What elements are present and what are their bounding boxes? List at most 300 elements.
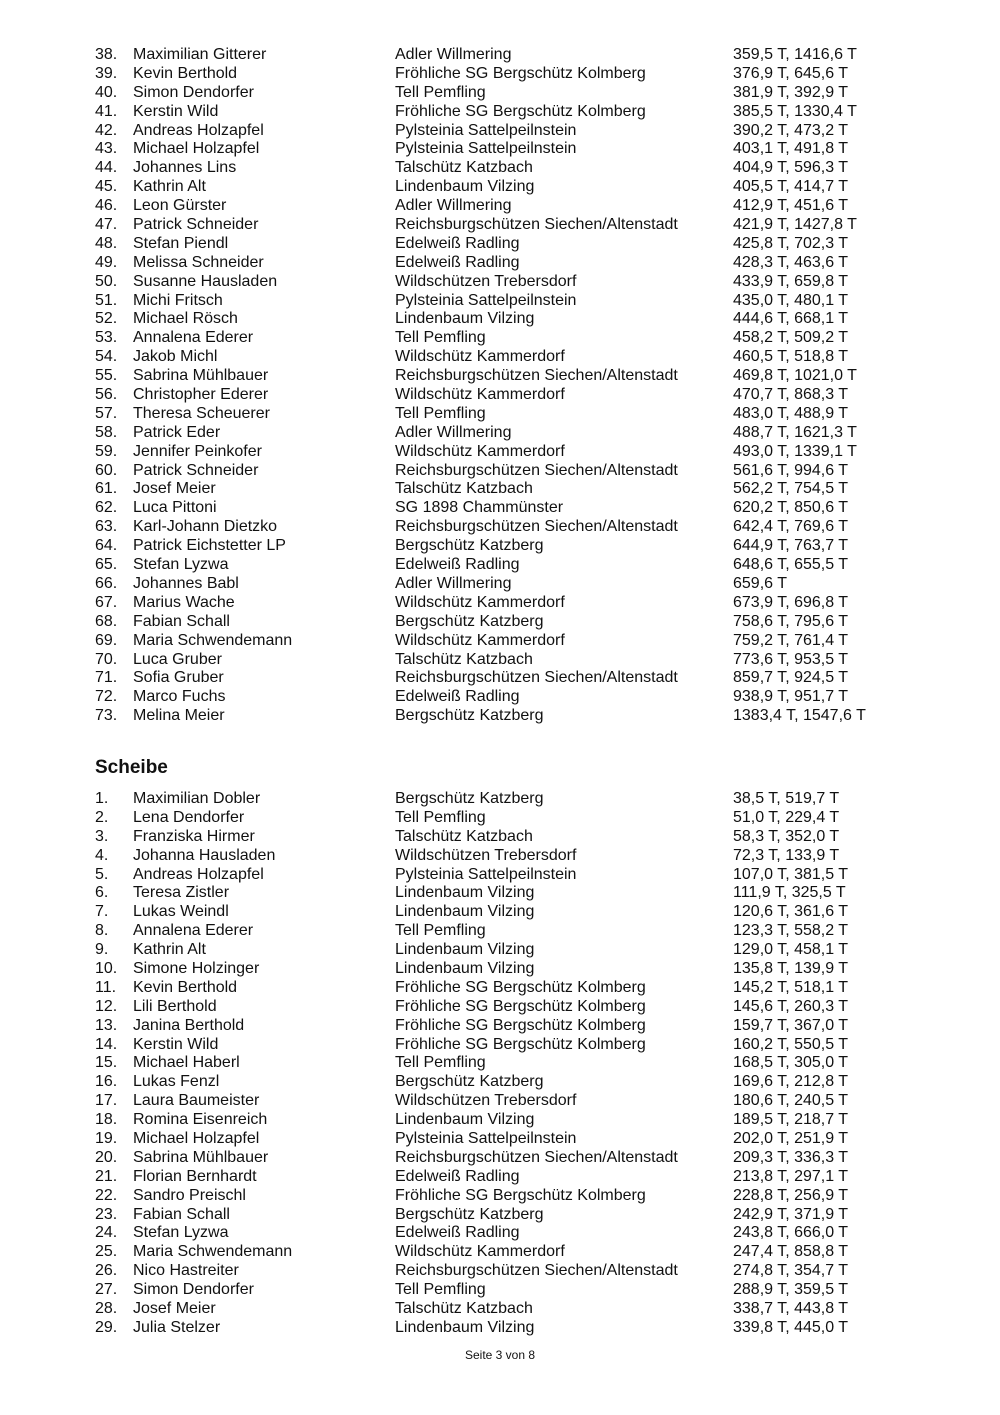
rank-cell: 28. [95, 1300, 118, 1318]
score-cell: 458,2 T, 509,2 T [733, 329, 849, 347]
rank-cell: 11. [95, 978, 117, 996]
name-cell: Lukas Fenzl [133, 1073, 220, 1091]
score-cell: 180,6 T, 240,5 T [733, 1092, 849, 1110]
club-cell: Wildschütz Kammerdorf [395, 1243, 565, 1261]
name-cell: Susanne Hausladen [133, 272, 278, 290]
club-cell: Wildschütz Kammerdorf [395, 631, 565, 649]
club-cell: Fröhliche SG Bergschütz Kolmberg [395, 1035, 646, 1053]
score-cell: 247,4 T, 858,8 T [733, 1243, 849, 1261]
result-row [95, 688, 895, 707]
rank-cell: 23. [95, 1205, 118, 1223]
club-cell: Lindenbaum Vilzing [395, 1318, 535, 1336]
result-row [95, 594, 895, 613]
club-cell: Fröhliche SG Bergschütz Kolmberg [395, 1016, 646, 1034]
club-cell: Tell Pemfling [395, 808, 486, 826]
rank-cell: 5. [95, 865, 109, 883]
name-cell: Simon Dendorfer [133, 1281, 254, 1299]
rank-cell: 64. [95, 537, 118, 555]
club-cell: Adler Willmering [395, 574, 512, 592]
score-cell: 644,9 T, 763,7 T [733, 537, 849, 555]
club-cell: Reichsburgschützen Siechen/Altenstadt [395, 367, 678, 385]
rank-cell: 12. [95, 997, 118, 1015]
rank-cell: 21. [95, 1167, 118, 1185]
club-cell: Lindenbaum Vilzing [395, 960, 535, 978]
name-cell: Romina Eisenreich [133, 1111, 268, 1129]
name-cell: Johannes Babl [133, 574, 239, 592]
result-row [95, 669, 895, 688]
rank-cell: 54. [95, 348, 118, 366]
club-cell: Bergschütz Katzberg [395, 790, 544, 807]
result-row [95, 348, 895, 367]
name-cell: Patrick Schneider [133, 216, 259, 234]
rank-cell: 17. [95, 1092, 118, 1110]
rank-cell: 73. [95, 707, 118, 725]
club-cell: Wildschütz Kammerdorf [395, 348, 565, 366]
rank-cell: 58. [95, 423, 118, 441]
score-cell: 213,8 T, 297,1 T [733, 1167, 849, 1185]
score-cell: 421,9 T, 1427,8 T [733, 216, 857, 234]
score-cell: 129,0 T, 458,1 T [733, 941, 849, 959]
score-cell: 620,2 T, 850,6 T [733, 499, 849, 517]
name-cell: Lukas Weindl [133, 903, 229, 921]
name-cell: Simone Holzinger [133, 960, 260, 978]
club-cell: Talschütz Katzbach [395, 159, 533, 177]
name-cell: Simon Dendorfer [133, 83, 254, 101]
rank-cell: 57. [95, 404, 118, 422]
score-cell: 359,5 T, 1416,6 T [733, 46, 857, 63]
result-row [95, 122, 895, 141]
club-cell: Lindenbaum Vilzing [395, 310, 535, 328]
result-row [95, 1168, 895, 1187]
club-cell: Pylsteinia Sattelpeilnstein [395, 291, 577, 309]
result-row [95, 462, 895, 481]
club-cell: Edelweiß Radling [395, 556, 520, 574]
score-cell: 242,9 T, 371,9 T [733, 1205, 849, 1223]
name-cell: Laura Baumeister [133, 1092, 260, 1110]
result-row [95, 443, 895, 462]
club-cell: Lindenbaum Vilzing [395, 1111, 535, 1129]
results-list-scheibe [95, 790, 895, 1338]
result-row [95, 1036, 895, 1055]
rank-cell: 45. [95, 178, 118, 196]
rank-cell: 13. [95, 1016, 118, 1034]
rank-cell: 39. [95, 64, 118, 82]
result-row [95, 65, 895, 84]
rank-cell: 61. [95, 480, 118, 498]
club-cell: Adler Willmering [395, 197, 512, 215]
name-cell: Annalena Ederer [133, 922, 254, 940]
name-cell: Johanna Hausladen [133, 846, 276, 864]
result-row [95, 556, 895, 575]
score-cell: 759,2 T, 761,4 T [733, 631, 849, 649]
club-cell: Reichsburgschützen Siechen/Altenstadt [395, 518, 678, 536]
score-cell: 435,0 T, 480,1 T [733, 291, 849, 309]
name-cell: Michael Haberl [133, 1054, 240, 1072]
result-row [95, 84, 895, 103]
club-cell: Bergschütz Katzberg [395, 1073, 544, 1091]
score-cell: 169,6 T, 212,8 T [733, 1073, 849, 1091]
score-cell: 288,9 T, 359,5 T [733, 1281, 849, 1299]
score-cell: 145,6 T, 260,3 T [733, 997, 849, 1015]
score-cell: 385,5 T, 1330,4 T [733, 102, 857, 120]
name-cell: Michael Holzapfel [133, 1130, 260, 1148]
rank-cell: 40. [95, 83, 118, 101]
club-cell: SG 1898 Chammünster [395, 499, 564, 517]
result-row [95, 480, 895, 499]
rank-cell: 62. [95, 499, 118, 517]
name-cell: Julia Stelzer [133, 1318, 221, 1336]
rank-cell: 55. [95, 367, 118, 385]
club-cell: Tell Pemfling [395, 404, 486, 422]
rank-cell: 26. [95, 1262, 118, 1280]
score-cell: 339,8 T, 445,0 T [733, 1318, 849, 1336]
club-cell: Pylsteinia Sattelpeilnstein [395, 1130, 577, 1148]
rank-cell: 56. [95, 386, 118, 404]
score-cell: 123,3 T, 558,2 T [733, 922, 849, 940]
rank-cell: 63. [95, 518, 118, 536]
result-row [95, 1130, 895, 1149]
score-cell: 470,7 T, 868,3 T [733, 386, 849, 404]
name-cell: Sofia Gruber [133, 669, 224, 687]
rank-cell: 48. [95, 234, 118, 252]
name-cell: Sabrina Mühlbauer [133, 367, 269, 385]
score-cell: 488,7 T, 1621,3 T [733, 423, 857, 441]
name-cell: Fabian Schall [133, 612, 230, 630]
rank-cell: 46. [95, 197, 118, 215]
name-cell: Franziska Hirmer [133, 827, 255, 845]
name-cell: Lili Berthold [133, 997, 217, 1015]
name-cell: Stefan Lyzwa [133, 1224, 229, 1242]
score-cell: 274,8 T, 354,7 T [733, 1262, 849, 1280]
club-cell: Lindenbaum Vilzing [395, 178, 535, 196]
name-cell: Theresa Scheuerer [133, 404, 270, 422]
score-cell: 72,3 T, 133,9 T [733, 846, 840, 864]
score-cell: 58,3 T, 352,0 T [733, 827, 840, 845]
club-cell: Edelweiß Radling [395, 688, 520, 706]
name-cell: Fabian Schall [133, 1205, 230, 1223]
club-cell: Bergschütz Katzberg [395, 1205, 544, 1223]
rank-cell: 10. [95, 960, 118, 978]
result-row [95, 979, 895, 998]
name-cell: Josef Meier [133, 1300, 216, 1318]
score-cell: 404,9 T, 596,3 T [733, 159, 849, 177]
result-row [95, 1281, 895, 1300]
rank-cell: 6. [95, 884, 109, 902]
rank-cell: 1. [95, 790, 109, 807]
result-row [95, 1243, 895, 1262]
result-row [95, 1149, 895, 1168]
club-cell: Talschütz Katzbach [395, 827, 533, 845]
result-row [95, 140, 895, 159]
rank-cell: 3. [95, 827, 109, 845]
page-footer: Seite 3 von 8 [464, 1348, 536, 1362]
name-cell: Kathrin Alt [133, 178, 206, 196]
club-cell: Edelweiß Radling [395, 234, 520, 252]
score-cell: 390,2 T, 473,2 T [733, 121, 849, 139]
result-row [95, 941, 895, 960]
name-cell: Maximilian Dobler [133, 790, 261, 807]
result-row [95, 1319, 895, 1338]
result-row [95, 329, 895, 348]
club-cell: Wildschütz Kammerdorf [395, 442, 565, 460]
name-cell: Michael Holzapfel [133, 140, 260, 158]
name-cell: Luca Pittoni [133, 499, 217, 517]
club-cell: Talschütz Katzbach [395, 650, 533, 668]
rank-cell: 41. [95, 102, 118, 120]
name-cell: Annalena Ederer [133, 329, 254, 347]
score-cell: 120,6 T, 361,6 T [733, 903, 849, 921]
score-cell: 773,6 T, 953,5 T [733, 650, 849, 668]
club-cell: Talschütz Katzbach [395, 480, 533, 498]
club-cell: Adler Willmering [395, 423, 512, 441]
club-cell: Pylsteinia Sattelpeilnstein [395, 865, 577, 883]
name-cell: Janina Berthold [133, 1016, 245, 1034]
score-cell: 428,3 T, 463,6 T [733, 253, 849, 271]
result-row [95, 405, 895, 424]
name-cell: Michi Fritsch [133, 291, 223, 309]
rank-cell: 47. [95, 216, 118, 234]
result-row [95, 884, 895, 903]
rank-cell: 25. [95, 1243, 118, 1261]
club-cell: Wildschütz Kammerdorf [395, 593, 565, 611]
club-cell: Wildschützen Trebersdorf [395, 1092, 577, 1110]
result-row [95, 632, 895, 651]
result-row [95, 386, 895, 405]
rank-cell: 42. [95, 121, 118, 139]
club-cell: Edelweiß Radling [395, 253, 520, 271]
score-cell: 561,6 T, 994,6 T [733, 461, 849, 479]
result-row [95, 613, 895, 632]
name-cell: Florian Bernhardt [133, 1167, 257, 1185]
rank-cell: 43. [95, 140, 118, 158]
rank-cell: 50. [95, 272, 118, 290]
rank-cell: 38. [95, 46, 118, 63]
score-cell: 51,0 T, 229,4 T [733, 808, 840, 826]
score-cell: 228,8 T, 256,9 T [733, 1186, 849, 1204]
score-cell: 381,9 T, 392,9 T [733, 83, 849, 101]
club-cell: Fröhliche SG Bergschütz Kolmberg [395, 102, 646, 120]
result-row [95, 1262, 895, 1281]
name-cell: Jakob Michl [133, 348, 218, 366]
result-row [95, 1206, 895, 1225]
result-row [95, 159, 895, 178]
score-cell: 444,6 T, 668,1 T [733, 310, 849, 328]
score-cell: 493,0 T, 1339,1 T [733, 442, 857, 460]
name-cell: Patrick Eder [133, 423, 221, 441]
score-cell: 189,5 T, 218,7 T [733, 1111, 849, 1129]
club-cell: Wildschützen Trebersdorf [395, 846, 577, 864]
score-cell: 483,0 T, 488,9 T [733, 404, 849, 422]
score-cell: 938,9 T, 951,7 T [733, 688, 849, 706]
club-cell: Bergschütz Katzberg [395, 707, 544, 725]
rank-cell: 14. [95, 1035, 118, 1053]
result-row [95, 1054, 895, 1073]
rank-cell: 66. [95, 574, 118, 592]
result-row [95, 1073, 895, 1092]
result-row [95, 1224, 895, 1243]
club-cell: Talschütz Katzbach [395, 1300, 533, 1318]
score-cell: 338,7 T, 443,8 T [733, 1300, 849, 1318]
club-cell: Fröhliche SG Bergschütz Kolmberg [395, 997, 646, 1015]
name-cell: Andreas Holzapfel [133, 121, 264, 139]
name-cell: Teresa Zistler [133, 884, 230, 902]
score-cell: 412,9 T, 451,6 T [733, 197, 849, 215]
club-cell: Edelweiß Radling [395, 1224, 520, 1242]
result-row [95, 575, 895, 594]
rank-cell: 29. [95, 1318, 118, 1336]
name-cell: Kathrin Alt [133, 941, 206, 959]
score-cell: 425,8 T, 702,3 T [733, 234, 849, 252]
club-cell: Reichsburgschützen Siechen/Altenstadt [395, 461, 678, 479]
name-cell: Jennifer Peinkofer [133, 442, 262, 460]
result-row [95, 1300, 895, 1319]
score-cell: 659,6 T [733, 574, 787, 592]
score-cell: 243,8 T, 666,0 T [733, 1224, 849, 1242]
score-cell: 135,8 T, 139,9 T [733, 960, 849, 978]
rank-cell: 16. [95, 1073, 118, 1091]
result-row [95, 809, 895, 828]
rank-cell: 59. [95, 442, 118, 460]
name-cell: Sandro Preischl [133, 1186, 246, 1204]
score-cell: 111,9 T, 325,5 T [733, 884, 846, 902]
club-cell: Bergschütz Katzberg [395, 537, 544, 555]
name-cell: Marco Fuchs [133, 688, 226, 706]
club-cell: Fröhliche SG Bergschütz Kolmberg [395, 1186, 646, 1204]
club-cell: Tell Pemfling [395, 83, 486, 101]
result-row [95, 537, 895, 556]
score-cell: 376,9 T, 645,6 T [733, 64, 849, 82]
rank-cell: 49. [95, 253, 118, 271]
rank-cell: 53. [95, 329, 118, 347]
rank-cell: 24. [95, 1224, 118, 1242]
rank-cell: 65. [95, 556, 118, 574]
club-cell: Edelweiß Radling [395, 1167, 520, 1185]
name-cell: Stefan Piendl [133, 234, 229, 252]
score-cell: 859,7 T, 924,5 T [733, 669, 849, 687]
result-row [95, 178, 895, 197]
result-row [95, 235, 895, 254]
rank-cell: 19. [95, 1130, 118, 1148]
score-cell: 469,8 T, 1021,0 T [733, 367, 857, 385]
score-cell: 1383,4 T, 1547,6 T [733, 707, 866, 725]
rank-cell: 70. [95, 650, 118, 668]
rank-cell: 8. [95, 922, 109, 940]
rank-cell: 4. [95, 846, 109, 864]
result-row [95, 292, 895, 311]
result-row [95, 960, 895, 979]
club-cell: Wildschützen Trebersdorf [395, 272, 577, 290]
club-cell: Tell Pemfling [395, 1281, 486, 1299]
club-cell: Fröhliche SG Bergschütz Kolmberg [395, 978, 646, 996]
name-cell: Nico Hastreiter [133, 1262, 239, 1280]
result-row [95, 1092, 895, 1111]
name-cell: Marius Wache [133, 593, 235, 611]
score-cell: 38,5 T, 519,7 T [733, 790, 840, 807]
club-cell: Reichsburgschützen Siechen/Altenstadt [395, 1148, 678, 1166]
result-row [95, 651, 895, 670]
result-row [95, 367, 895, 386]
name-cell: Maximilian Gitterer [133, 46, 267, 63]
name-cell: Patrick Schneider [133, 461, 259, 479]
score-cell: 648,6 T, 655,5 T [733, 556, 849, 574]
name-cell: Maria Schwendemann [133, 1243, 293, 1261]
score-cell: 159,7 T, 367,0 T [733, 1016, 849, 1034]
result-row [95, 828, 895, 847]
result-row [95, 254, 895, 273]
name-cell: Josef Meier [133, 480, 216, 498]
score-cell: 160,2 T, 550,5 T [733, 1035, 849, 1053]
name-cell: Luca Gruber [133, 650, 222, 668]
score-cell: 642,4 T, 769,6 T [733, 518, 849, 536]
name-cell: Stefan Lyzwa [133, 556, 229, 574]
result-row [95, 1111, 895, 1130]
rank-cell: 68. [95, 612, 118, 630]
result-row [95, 922, 895, 941]
rank-cell: 72. [95, 688, 118, 706]
result-row [95, 518, 895, 537]
club-cell: Reichsburgschützen Siechen/Altenstadt [395, 669, 678, 687]
club-cell: Wildschütz Kammerdorf [395, 386, 565, 404]
result-row [95, 1017, 895, 1036]
rank-cell: 22. [95, 1186, 118, 1204]
name-cell: Kevin Berthold [133, 64, 238, 82]
rank-cell: 7. [95, 903, 109, 921]
result-row [95, 424, 895, 443]
club-cell: Fröhliche SG Bergschütz Kolmberg [395, 64, 646, 82]
rank-cell: 52. [95, 310, 118, 328]
rank-cell: 20. [95, 1148, 118, 1166]
name-cell: Kevin Berthold [133, 978, 238, 996]
club-cell: Reichsburgschützen Siechen/Altenstadt [395, 216, 678, 234]
club-cell: Pylsteinia Sattelpeilnstein [395, 140, 577, 158]
club-cell: Lindenbaum Vilzing [395, 903, 535, 921]
score-cell: 209,3 T, 336,3 T [733, 1148, 849, 1166]
rank-cell: 2. [95, 808, 109, 826]
score-cell: 460,5 T, 518,8 T [733, 348, 849, 366]
name-cell: Michael Rösch [133, 310, 238, 328]
section-heading: Scheibe [95, 757, 168, 778]
club-cell: Adler Willmering [395, 46, 512, 63]
name-cell: Melissa Schneider [133, 253, 264, 271]
name-cell: Kerstin Wild [133, 1035, 219, 1053]
result-row [95, 866, 895, 885]
result-row [95, 103, 895, 122]
club-cell: Tell Pemfling [395, 1054, 486, 1072]
rank-cell: 9. [95, 941, 109, 959]
rank-cell: 67. [95, 593, 118, 611]
club-cell: Tell Pemfling [395, 922, 486, 940]
club-cell: Lindenbaum Vilzing [395, 941, 535, 959]
rank-cell: 18. [95, 1111, 118, 1129]
club-cell: Lindenbaum Vilzing [395, 884, 535, 902]
club-cell: Pylsteinia Sattelpeilnstein [395, 121, 577, 139]
club-cell: Tell Pemfling [395, 329, 486, 347]
result-row [95, 1187, 895, 1206]
result-row [95, 273, 895, 292]
result-row [95, 46, 895, 65]
result-row [95, 499, 895, 518]
score-cell: 202,0 T, 251,9 T [733, 1130, 849, 1148]
rank-cell: 69. [95, 631, 118, 649]
score-cell: 562,2 T, 754,5 T [733, 480, 849, 498]
rank-cell: 15. [95, 1054, 118, 1072]
result-row [95, 707, 895, 726]
name-cell: Johannes Lins [133, 159, 237, 177]
result-row [95, 903, 895, 922]
score-cell: 403,1 T, 491,8 T [733, 140, 849, 158]
result-row [95, 197, 895, 216]
name-cell: Maria Schwendemann [133, 631, 293, 649]
